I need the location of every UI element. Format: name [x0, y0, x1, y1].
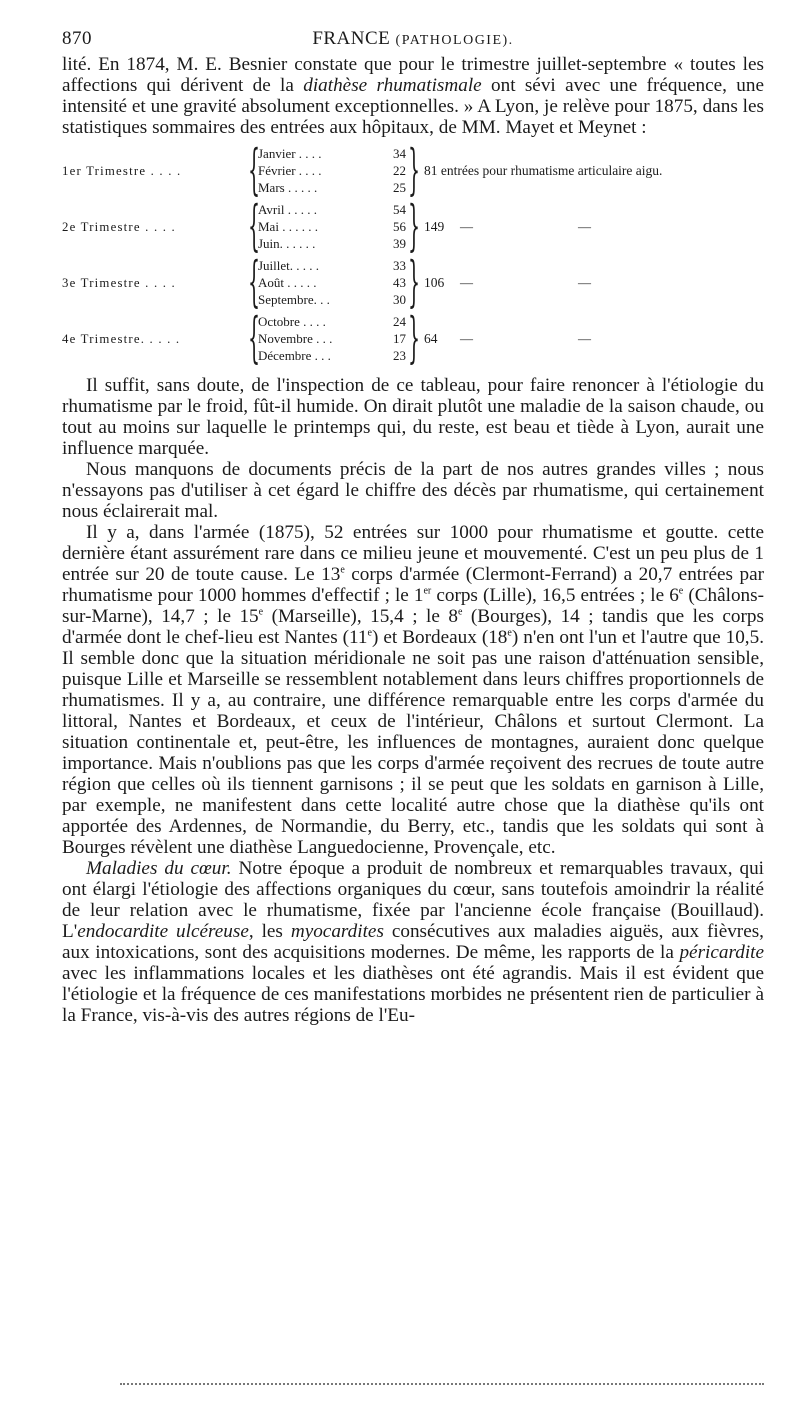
month-name: Août . . . . . — [258, 275, 317, 290]
paragraph-documents: Nous manquons de documents précis de la part de nos autres grandes villes ; nous n'essayons pas d'utiliser à cet égard le chiffre des décès par rhumatisme, qui certainement nous éclairerait mal. — [62, 459, 764, 522]
quarter-group-4 — [62, 306, 764, 369]
month-value: 30 — [393, 292, 406, 307]
para4-text: (Châlons-sur-Marne), 14,7 ; le 15 — [62, 585, 764, 627]
para4-text: (Marseille), 15,4 ; le 8 — [263, 606, 458, 627]
right-brace: } — [408, 138, 421, 201]
month-name: Décembre . . . — [258, 348, 331, 363]
month-name: Juillet. . . . . — [258, 258, 320, 273]
superscript: e — [507, 627, 512, 639]
month-value: 24 — [393, 314, 406, 329]
section-heading-maladies-du-coeur: Maladies du cœur. — [86, 858, 232, 879]
para4-text: corps d'armée (Clermont-Ferrand) a 20,7 entrées par rhumatisme pour 1000 hommes d'effectif ; le 1 — [62, 564, 765, 606]
right-brace: } — [408, 194, 421, 257]
paragraph-armee — [62, 522, 764, 858]
month-name: Mars . . . . . — [258, 180, 318, 195]
month-value: 43 — [393, 275, 406, 290]
quarter-group-2 — [62, 194, 764, 257]
month-name: Avril . . . . . — [258, 202, 317, 217]
month-values — [374, 145, 406, 196]
para1-italic-diathese: diathèse rhumatismale — [303, 75, 482, 96]
para5-text: consécutives aux maladies aiguës, aux fièvres, aux intoxications, sont des acquisitions modernes. De même, les rapports de la — [62, 921, 764, 963]
quarter-label: 4e Trimestre. . . . . — [62, 332, 181, 346]
paragraph-besnier — [62, 54, 764, 138]
superscript: e — [340, 564, 345, 576]
running-title-main: FRANCE — [312, 28, 391, 49]
para1-text-a: lité. En 1874, M. E. Besnier constate que pour le trimestre juillet-septembre « toutes les affections qui dérivent de la — [62, 54, 764, 96]
superscript: e — [258, 606, 264, 618]
para4-text: corps (Lille), 16,5 entrées ; le 6 — [431, 585, 679, 606]
superscript: e — [457, 606, 463, 618]
para4-text: ) n'en ont l'un et l'autre que 10,5. Il semble donc que la situation méridionale ne soit pas une raison d'atténuation sensible, puisque Lille et Marseille se ressemblent notablement dans leurs chiffres proportionnels de rhumatismes. Il y a, au contraire, une différence remarquable entre les corps d'armée du littoral, Nantes et Bordeaux, et ceux de l'intérieur, Châlons et surtout Clermont. La situation continentale et, peut-être, les influences de montagnes, auraient donc quelque importance. Mais n'oublions pas que les corps d'armée reçoivent des recrues de toute autre région que celles où ils tiennent garnisons ; il se peut que les soldats en garnison à Lille, par exemple, ne manifestent dans cette localité autre chose que la diathèse qu'ils ont apportée des Ardennes, de Normandie, du Berry, etc., tandis que les soldats qui sont à Bourges révèlent une diathèse Languedocienne, Provençale, etc. — [62, 627, 764, 858]
running-title — [62, 28, 764, 50]
month-name: Mai . . . . . . — [258, 219, 318, 234]
quarter-total: 149 — [424, 219, 445, 234]
para4-text: Il y a, dans l'armée (1875), 52 entrées sur 1000 pour rhumatisme et goutte. cette dernière étant assurément rare dans ce milieu jeune et mouvementé. C'est un peu plus de 1 entrée sur 20 de toute cause. Le 13 — [62, 522, 764, 585]
quarter-group-1 — [62, 138, 764, 201]
ditto-dash: — — [578, 219, 591, 234]
footer-dotted-rule — [120, 1383, 764, 1385]
para5-italic-term: endocardite ulcéreuse — [77, 921, 249, 942]
para4-text: ) et Bordeaux (18 — [371, 627, 508, 648]
page — [62, 28, 764, 1026]
quarter-group-3 — [62, 250, 764, 313]
rheumatism-statistics-table — [62, 138, 764, 369]
left-brace: { — [248, 250, 261, 313]
para1-text-c: ont sévi avec une fréquence, une intensité et une gravité absolument exceptionnelles. » A Lyon, je relève pour 1875, dans les statistiques sommaires des entrées aux hôpitaux, de MM. Mayet et Meynet : — [62, 75, 764, 138]
ditto-dash: — — [460, 219, 473, 234]
month-values — [374, 201, 406, 252]
page-number: 870 — [62, 28, 92, 49]
superscript: er — [423, 585, 432, 597]
paragraph-inspection: Il suffit, sans doute, de l'inspection de ce tableau, pour faire renoncer à l'étiologie du rhumatisme par le froid, fût-il humide. On dirait plutôt une maladie de la saison chaude, ou tout au moins sur laquelle le printemps qui, du reste, est beau et tiède à Lyon, aurait une influence marquée. — [62, 375, 764, 459]
month-values — [374, 257, 406, 308]
quarter-label: 2e Trimestre . . . . — [62, 220, 176, 234]
month-name: Janvier . . . . — [258, 146, 322, 161]
para5-italic-term: myocardites — [290, 921, 384, 942]
para5-text: avec les inflammations locales et les diathèses ont été agrandis. Mais il est évident que l'étiologie et la fréquence de ces manifestations morbides ne présentent rien de particulier à la France, vis-à-vis des autres régions de l'Eu- — [62, 963, 764, 1026]
quarter-label: 1er Trimestre . . . . — [62, 164, 182, 178]
para5-text: Notre époque a produit de nombreux et remarquables travaux, qui ont élargi l'étiologie des affections organiques du cœur, sans toutefois amoindrir la réalité de leur relation avec le rhumatisme, fixée par l'ancienne école française (Bouillaud). L' — [62, 858, 764, 942]
month-name: Février . . . . — [258, 163, 322, 178]
ditto-dash: — — [460, 331, 473, 346]
month-value: 23 — [393, 348, 406, 363]
ditto-dash: — — [460, 275, 473, 290]
right-brace: } — [408, 250, 421, 313]
month-value: 17 — [393, 331, 406, 346]
month-value: 25 — [393, 180, 406, 195]
ditto-dash: — — [578, 275, 591, 290]
para5-text: , les — [248, 921, 291, 942]
month-values — [374, 313, 406, 364]
para4-text: (Bourges), 14 ; tandis que les corps d'armée dont le chef-lieu est Nantes (11 — [62, 606, 764, 648]
month-value: 56 — [393, 219, 406, 234]
month-value: 54 — [393, 202, 406, 217]
running-header — [62, 28, 764, 54]
quarter-total: 64 — [424, 331, 438, 346]
quarter-label: 3e Trimestre . . . . — [62, 276, 176, 290]
paragraph-maladies-du-coeur — [62, 858, 764, 1026]
right-brace: } — [408, 306, 421, 369]
para5-italic-term: péricardite — [679, 942, 764, 963]
running-title-sub: (PATHOLOGIE). — [395, 33, 514, 48]
month-name: Septembre. . . — [258, 292, 330, 307]
quarter-total: 106 — [424, 275, 445, 290]
left-brace: { — [248, 138, 261, 201]
quarter-total: 81 entrées pour rhumatisme articulaire aigu. — [424, 163, 663, 178]
left-brace: { — [248, 194, 261, 257]
month-value: 34 — [393, 146, 406, 161]
month-value: 22 — [393, 163, 406, 178]
month-name: Novembre . . . — [258, 331, 333, 346]
month-name: Juin. . . . . . — [258, 236, 316, 251]
superscript: e — [678, 585, 684, 597]
month-name: Octobre . . . . — [258, 314, 326, 329]
month-value: 39 — [393, 236, 406, 251]
superscript: e — [367, 627, 372, 639]
left-brace: { — [248, 306, 261, 369]
month-value: 33 — [393, 258, 406, 273]
ditto-dash: — — [578, 331, 591, 346]
